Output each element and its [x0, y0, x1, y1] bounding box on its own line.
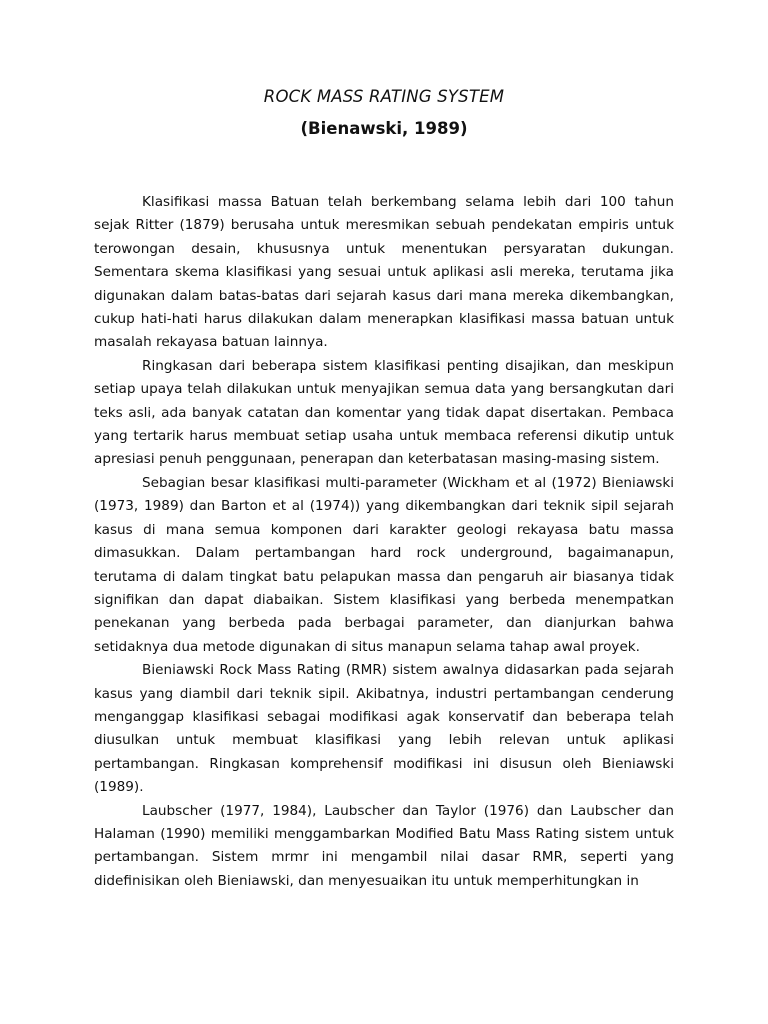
document-title: ROCK MASS RATING SYSTEM	[263, 87, 505, 106]
paragraph: Laubscher (1977, 1984), Laubscher dan Taylor (1976) dan Laubscher dan Halaman (1990) memiliki menggambarkan Modified Batu Mass Rating sistem untuk pertambangan. Sistem mrmr ini mengambil nilai dasar RMR, seperti yang didefinisikan oleh Bieniawski, dan menyesuaikan itu untuk memperhitungkan in	[94, 802, 674, 889]
paragraph: Klasifikasi massa Batuan telah berkembang selama lebih dari 100 tahun sejak Ritter (1879) berusaha untuk meresmikan sebuah pendekatan empiris untuk terowongan desain, khususnya untuk menentukan persyaratan dukungan. Sementara skema klasifikasi yang sesuai untuk aplikasi asli mereka, terutama jika digunakan dalam batas-batas dari sejarah kasus dari mana mereka dikembangkan, cukup hati-hati harus dilakukan dalam menerapkan klasifikasi massa batuan untuk masalah rekayasa batuan lainnya.	[94, 194, 674, 351]
paragraph: Sebagian besar klasifikasi multi-parameter (Wickham et al (1972) Bieniawski (1973, 1989) dan Barton et al (1974)) yang dikembangkan dari teknik sipil sejarah kasus di mana semua komponen dari karakter geologi rekayasa batu massa dimasukkan. Dalam pertambangan hard rock underground, bagaimanapun, terutama di dalam tingkat batu pelapukan massa dan pengaruh air biasanya tidak signifikan dan dapat diabaikan. Sistem klasifikasi yang berbeda menempatkan penekanan yang berbeda pada berbagai parameter, dan dianjurkan bahwa setidaknya dua metode digunakan di situs manapun selama tahap awal proyek.	[94, 474, 674, 655]
document-body	[94, 191, 674, 893]
document-subtitle: (Bienawski, 1989)	[300, 119, 468, 138]
paragraph: Bieniawski Rock Mass Rating (RMR) sistem awalnya didasarkan pada sejarah kasus yang diambil dari teknik sipil. Akibatnya, industri pertambangan cenderung menganggap klasifikasi sebagai modifikasi agak konservatif dan beberapa telah diusulkan untuk membuat klasifikasi yang lebih relevan untuk aplikasi pertambangan. Ringkasan komprehensif modifikasi ini disusun oleh Bieniawski (1989).	[94, 662, 674, 796]
paragraph: Ringkasan dari beberapa sistem klasifikasi penting disajikan, dan meskipun setiap upaya telah dilakukan untuk menyajikan semua data yang bersangkutan dari teks asli, ada banyak catatan dan komentar yang tidak dapat disertakan. Pembaca yang tertarik harus membuat setiap usaha untuk membaca referensi dikutip untuk apresiasi penuh penggunaan, penerapan dan keterbatasan masing-masing sistem.	[94, 357, 674, 468]
